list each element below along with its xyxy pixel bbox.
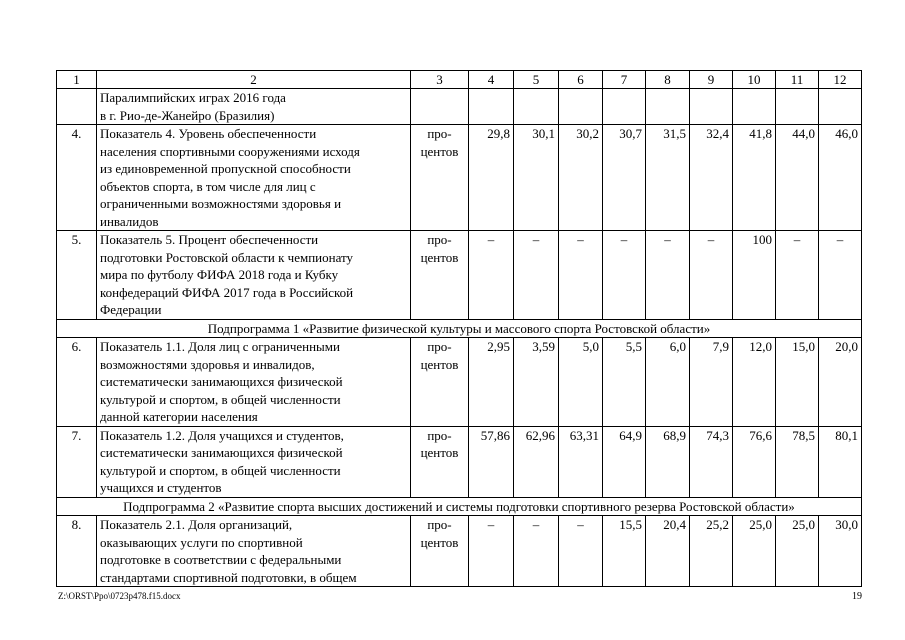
value-cell: 63,31 — [559, 426, 603, 497]
value-cell: – — [469, 516, 514, 587]
value-cell: 100 — [733, 231, 776, 320]
value-cell: 76,6 — [733, 426, 776, 497]
value-cell: 46,0 — [819, 125, 862, 231]
value-cell: – — [819, 231, 862, 320]
indicator-row — [57, 516, 862, 587]
value-cell: 57,86 — [469, 426, 514, 497]
value-cell: – — [603, 231, 646, 320]
file-path: Z:\ORST\Ppo\0723p478.f15.docx — [58, 591, 181, 601]
value-cell: 30,7 — [603, 125, 646, 231]
unit-cell: про- центов — [411, 516, 469, 587]
value-cell: 80,1 — [819, 426, 862, 497]
header-cell: 8 — [646, 71, 690, 89]
row-number: 6. — [57, 338, 97, 427]
value-cell: 78,5 — [776, 426, 819, 497]
value-cell: – — [469, 231, 514, 320]
subprogram-row — [57, 497, 862, 516]
value-cell: 64,9 — [603, 426, 646, 497]
value-cell: 20,4 — [646, 516, 690, 587]
value-cell: 5,0 — [559, 338, 603, 427]
value-cell: 74,3 — [690, 426, 733, 497]
value-cell: – — [559, 231, 603, 320]
row-number: 4. — [57, 125, 97, 231]
value-cell — [690, 89, 733, 125]
value-cell: 25,2 — [690, 516, 733, 587]
value-cell: 32,4 — [690, 125, 733, 231]
header-cell: 7 — [603, 71, 646, 89]
page-number: 19 — [852, 591, 862, 602]
indicator-name: Показатель 1.2. Доля учащихся и студентов, систематически занимающихся физической культурой и спортом, в общей численности учащихся и студентов — [97, 426, 411, 497]
header-cell: 9 — [690, 71, 733, 89]
table-body — [57, 89, 862, 587]
value-cell — [733, 89, 776, 125]
value-cell: – — [646, 231, 690, 320]
value-cell — [559, 89, 603, 125]
value-cell: 30,0 — [819, 516, 862, 587]
header-cell: 5 — [514, 71, 559, 89]
unit-cell: про- центов — [411, 125, 469, 231]
row-number: 8. — [57, 516, 97, 587]
value-cell: – — [514, 516, 559, 587]
value-cell: 15,5 — [603, 516, 646, 587]
indicator-name: Показатель 2.1. Доля организаций, оказывающих услуги по спортивной подготовке в соответствии с федеральными стандартами спортивной подготовки, в общем — [97, 516, 411, 587]
indicator-row — [57, 426, 862, 497]
value-cell — [646, 89, 690, 125]
value-cell — [776, 89, 819, 125]
header-cell: 10 — [733, 71, 776, 89]
unit-cell: про- центов — [411, 231, 469, 320]
value-cell: 7,9 — [690, 338, 733, 427]
value-cell — [819, 89, 862, 125]
unit-cell: про- центов — [411, 338, 469, 427]
header-cell: 1 — [57, 71, 97, 89]
value-cell: 15,0 — [776, 338, 819, 427]
value-cell: 68,9 — [646, 426, 690, 497]
value-cell: 41,8 — [733, 125, 776, 231]
value-cell: – — [776, 231, 819, 320]
indicator-name: Паралимпийских играх 2016 года в г. Рио-де-Жанейро (Бразилия) — [97, 89, 411, 125]
value-cell: 25,0 — [776, 516, 819, 587]
table-header — [57, 71, 862, 89]
value-cell: 62,96 — [514, 426, 559, 497]
value-cell: 25,0 — [733, 516, 776, 587]
value-cell: 2,95 — [469, 338, 514, 427]
indicators-table — [56, 70, 862, 587]
indicator-name: Показатель 5. Процент обеспеченности подготовки Ростовской области к чемпионату мира по футболу ФИФА 2018 года и Кубку конфедераций ФИФА 2017 года в Российской Федерации — [97, 231, 411, 320]
subprogram-title: Подпрограмма 1 «Развитие физической культуры и массового спорта Ростовской области» — [57, 319, 862, 338]
indicator-row — [57, 338, 862, 427]
header-cell: 6 — [559, 71, 603, 89]
header-cell: 11 — [776, 71, 819, 89]
unit-cell — [411, 89, 469, 125]
value-cell — [514, 89, 559, 125]
row-number: 5. — [57, 231, 97, 320]
value-cell: 29,8 — [469, 125, 514, 231]
value-cell: – — [559, 516, 603, 587]
indicator-row — [57, 125, 862, 231]
row-number — [57, 89, 97, 125]
value-cell: – — [514, 231, 559, 320]
value-cell: 44,0 — [776, 125, 819, 231]
indicator-name: Показатель 4. Уровень обеспеченности населения спортивными сооружениями исходя из единовременной пропускной способности объектов спорта, в том числе для лиц с ограниченными возможностями здоровья и инвалидов — [97, 125, 411, 231]
unit-cell: про- центов — [411, 426, 469, 497]
header-row — [57, 71, 862, 89]
value-cell: 5,5 — [603, 338, 646, 427]
indicator-row — [57, 231, 862, 320]
value-cell: 30,2 — [559, 125, 603, 231]
indicator-name: Показатель 1.1. Доля лиц с ограниченными возможностями здоровья и инвалидов, систематически занимающихся физической культурой и спортом, в общей численности данной категории населения — [97, 338, 411, 427]
value-cell: – — [690, 231, 733, 320]
value-cell — [603, 89, 646, 125]
value-cell — [469, 89, 514, 125]
value-cell: 31,5 — [646, 125, 690, 231]
value-cell: 30,1 — [514, 125, 559, 231]
value-cell: 3,59 — [514, 338, 559, 427]
value-cell: 6,0 — [646, 338, 690, 427]
header-cell: 12 — [819, 71, 862, 89]
header-cell: 2 — [97, 71, 411, 89]
row-number: 7. — [57, 426, 97, 497]
subprogram-title: Подпрограмма 2 «Развитие спорта высших достижений и системы подготовки спортивного резерва Ростовской области» — [57, 497, 862, 516]
value-cell: 12,0 — [733, 338, 776, 427]
header-cell: 4 — [469, 71, 514, 89]
header-cell: 3 — [411, 71, 469, 89]
subprogram-row — [57, 319, 862, 338]
indicator-row — [57, 89, 862, 125]
value-cell: 20,0 — [819, 338, 862, 427]
